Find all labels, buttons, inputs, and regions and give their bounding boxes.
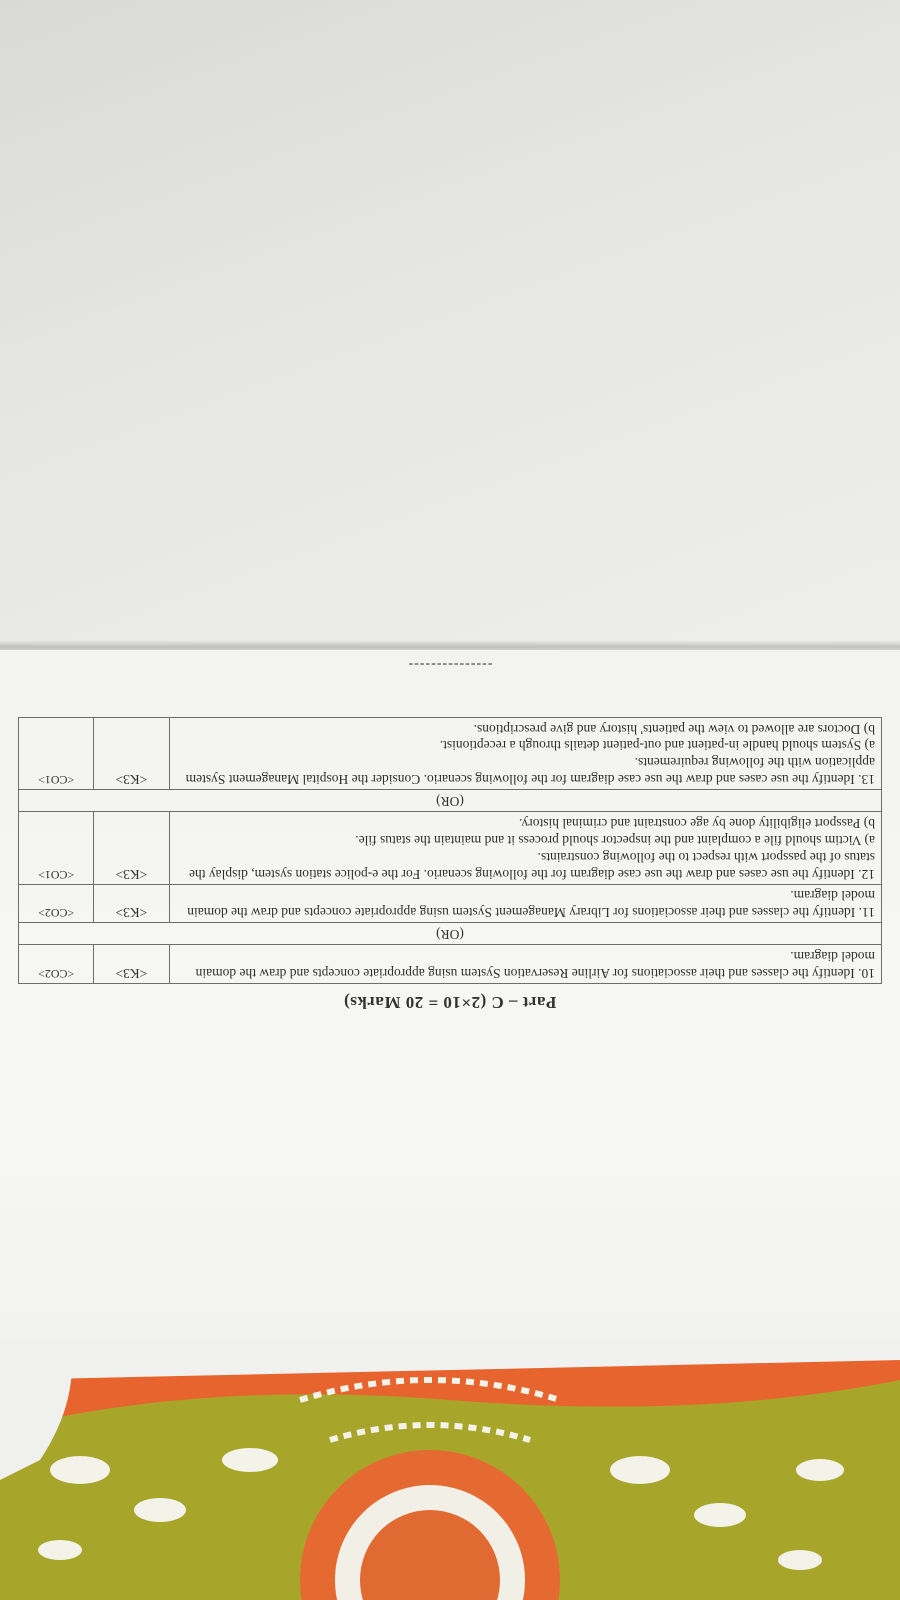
- question-part-a: a) Victim should file a complaint and the inspector should process it and maintain the status file.: [355, 832, 875, 848]
- blank-paper-sheet: [0, 0, 900, 650]
- question-part-b: b) Doctors are allowed to view the patients' history and give prescriptions.: [473, 721, 875, 737]
- knowledge-level: <K3>: [94, 945, 169, 984]
- question-text: 11. Identify the classes and their associations for Library Management System using appropriate concepts and draw the domain model diagram.: [169, 884, 881, 923]
- question-intro: 13. Identify the use cases and draw the use case diagram for the following scenario. Consider the Hospital Management System application with the following requirements.: [185, 755, 875, 788]
- question-part-a: a) System should handle in-patient and out-patient details through a receptionist.: [439, 738, 875, 754]
- knowledge-level: <K3>: [94, 812, 169, 885]
- knowledge-level: <K3>: [94, 884, 169, 923]
- question-intro: 12. Identify the use cases and draw the use case diagram for the following scenario. For the e-police station system, display the status of the passport with respect to the following constraints.: [188, 849, 875, 882]
- question-paper: [0, 657, 900, 1380]
- question-part-b: b) Passport eligibility done by age constraint and criminal history.: [518, 816, 875, 831]
- part-title: Part – C (2×10 = 20 Marks): [343, 993, 557, 1012]
- question-row: [19, 812, 882, 885]
- course-outcome: <CO2>: [19, 945, 94, 984]
- questions-table: [18, 717, 882, 984]
- question-text: 10. Identify the classes and their associations for Airline Reservation System using appropriate concepts and draw the domain model diagram.: [169, 945, 881, 984]
- knowledge-level: <K3>: [94, 717, 169, 790]
- or-row: [19, 923, 882, 945]
- or-separator: (OR): [19, 923, 882, 945]
- course-outcome: <CO1>: [19, 812, 94, 885]
- question-row: [19, 717, 882, 790]
- question-row: [19, 945, 882, 984]
- course-outcome: <CO1>: [19, 717, 94, 790]
- question-text: [169, 812, 881, 885]
- or-row: [19, 790, 882, 812]
- question-text: [169, 717, 881, 790]
- course-outcome: <CO2>: [19, 884, 94, 923]
- end-of-paper-line: ---------------: [407, 657, 493, 672]
- question-row: [19, 884, 882, 923]
- or-separator: (OR): [19, 790, 882, 812]
